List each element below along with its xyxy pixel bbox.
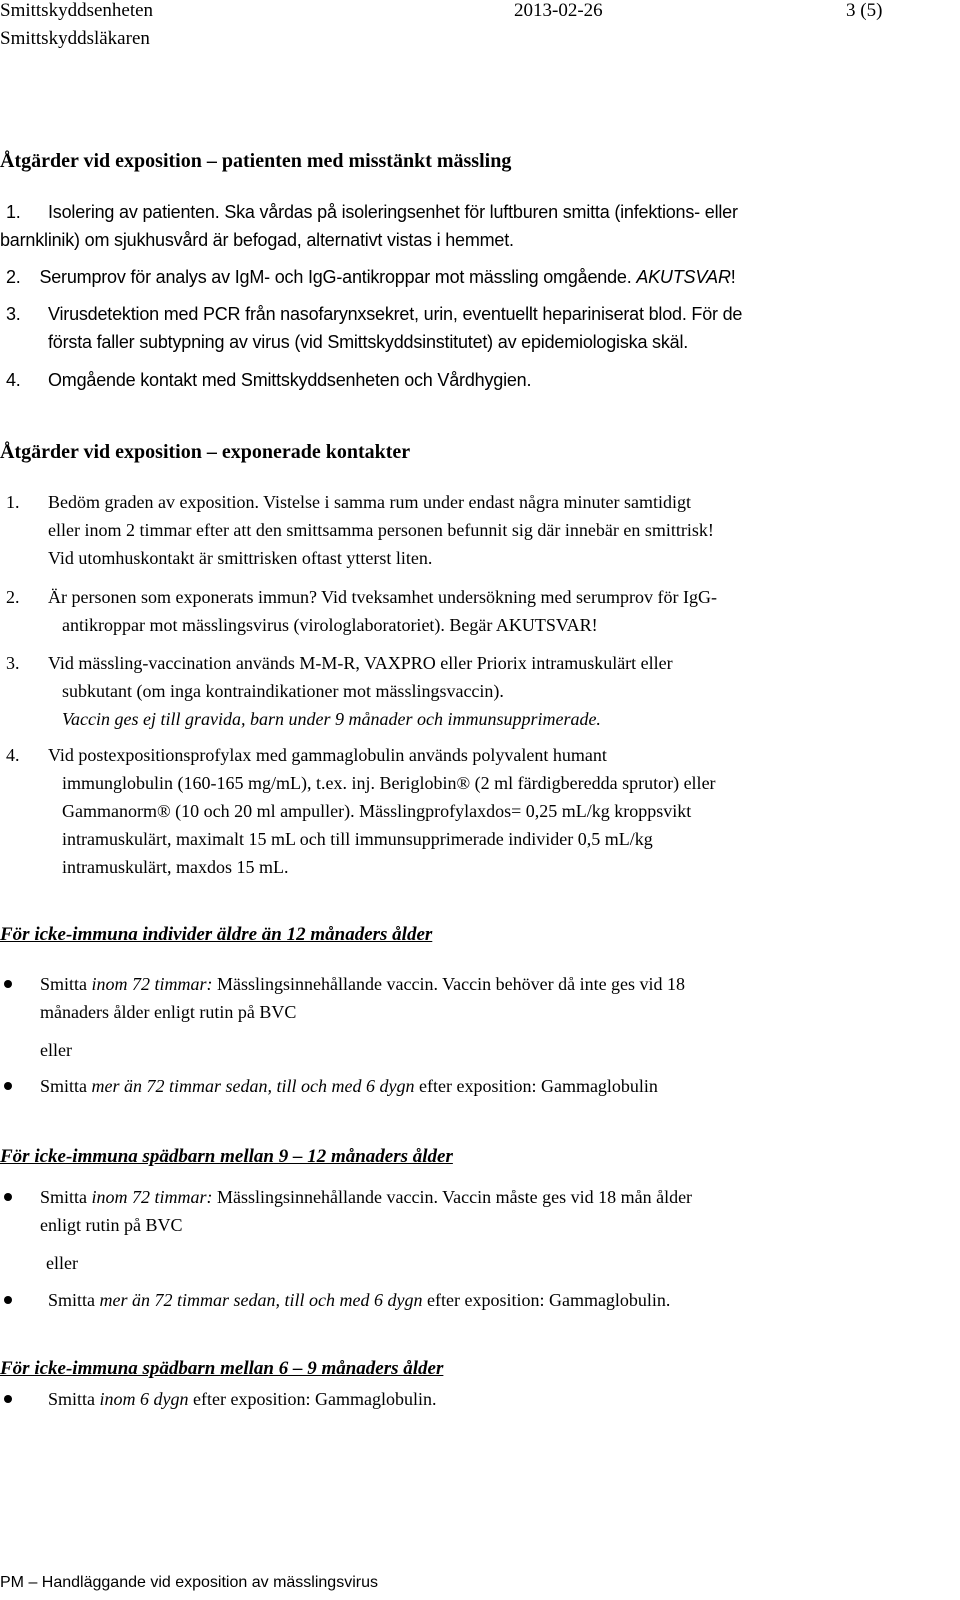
footer-text: PM – Handläggande vid exposition av mässlingsvirus [0, 1574, 378, 1591]
bullet-icon [4, 1296, 12, 1304]
section-title-6-9-months: För icke-immuna spädbarn mellan 6 – 9 månaders ålder [0, 1358, 444, 1379]
header-dept: Smittskyddsläkaren [0, 28, 150, 49]
bullet-icon [4, 1193, 12, 1201]
section-title-9-12-months: För icke-immuna spädbarn mellan 9 – 12 månaders ålder [0, 1146, 453, 1167]
header-page: 3 (5) [846, 0, 883, 21]
or-text: eller [40, 1040, 72, 1060]
or-text: eller [46, 1253, 78, 1273]
section-title-contacts: Åtgärder vid exposition – exponerade kontakter [0, 441, 411, 463]
akutsvar-text: AKUTSVAR [495, 615, 592, 635]
header-date: 2013-02-26 [514, 0, 603, 21]
list-item: 2. Serumprov för analys av IgM- och IgG-antikroppar mot mässling omgående. AKUTSVAR! [6, 267, 736, 287]
bullet-icon [4, 980, 12, 988]
header-org: Smittskyddsenheten [0, 0, 154, 21]
bullet-icon [4, 1082, 12, 1090]
section-title-over-12-months: För icke-immuna individer äldre än 12 månaders ålder [0, 924, 433, 945]
bullet-icon [4, 1395, 12, 1403]
akutsvar-text: AKUTSVAR [636, 267, 731, 287]
section-title-patient: Åtgärder vid exposition – patienten med misstänkt mässling [0, 150, 512, 172]
